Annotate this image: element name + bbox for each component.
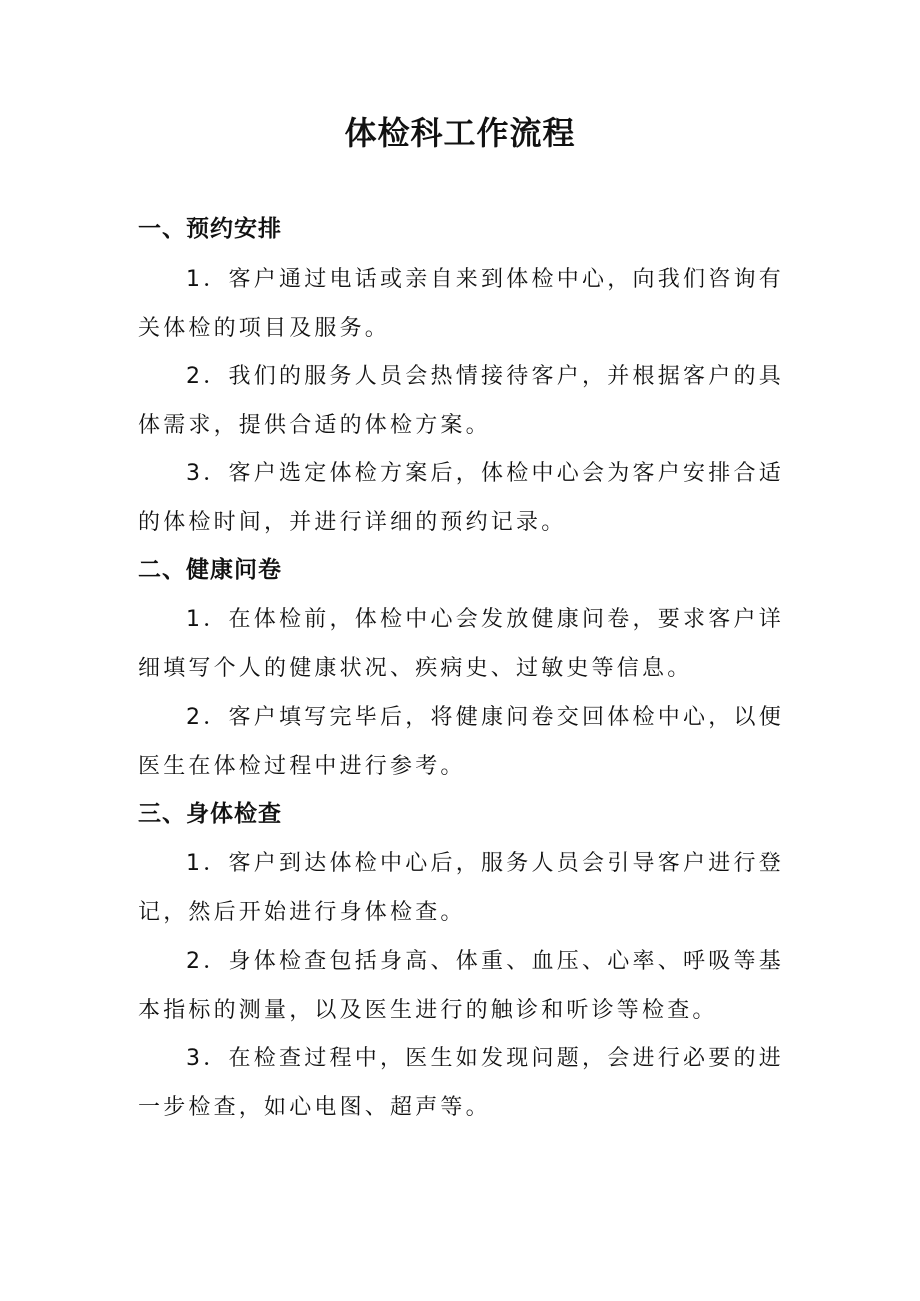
section-heading-appointment: 一、预约安排 bbox=[138, 216, 282, 242]
paragraph: 1．在体检前，体检中心会发放健康问卷，要求客户详细填写个人的健康状况、疾病史、过敏史等信息。 bbox=[138, 607, 784, 681]
paragraph: 2．身体检查包括身高、体重、血压、心率、呼吸等基本指标的测量，以及医生进行的触诊和听诊等检查。 bbox=[138, 949, 784, 1023]
section-heading-physical-exam: 三、身体检查 bbox=[138, 801, 282, 827]
page-title: 体检科工作流程 bbox=[344, 114, 576, 152]
paragraph: 1．客户到达体检中心后，服务人员会引导客户进行登记，然后开始进行身体检查。 bbox=[138, 851, 784, 925]
paragraph: 2．客户填写完毕后，将健康问卷交回体检中心，以便医生在体检过程中进行参考。 bbox=[138, 705, 784, 779]
paragraph: 2．我们的服务人员会热情接待客户，并根据客户的具体需求，提供合适的体检方案。 bbox=[138, 364, 784, 438]
paragraph: 3．客户选定体检方案后，体检中心会为客户安排合适的体检时间，并进行详细的预约记录。 bbox=[138, 461, 784, 535]
paragraph: 3．在检查过程中，医生如发现问题，会进行必要的进一步检查，如心电图、超声等。 bbox=[138, 1046, 784, 1120]
paragraph: 1．客户通过电话或亲自来到体检中心，向我们咨询有关体检的项目及服务。 bbox=[138, 267, 784, 341]
section-heading-health-questionnaire: 二、健康问卷 bbox=[138, 557, 282, 583]
